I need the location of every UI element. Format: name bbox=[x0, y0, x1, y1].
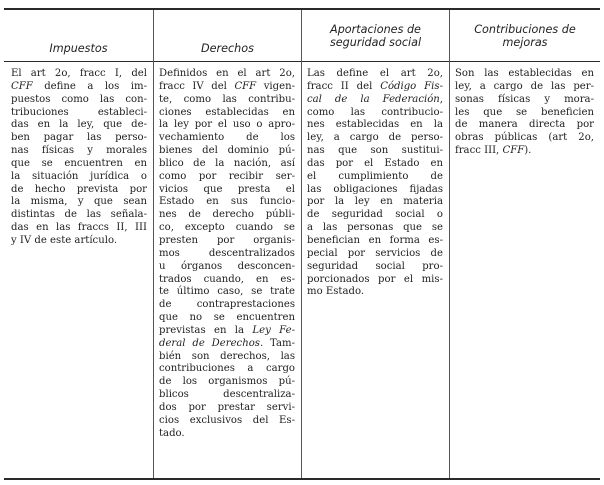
cell-line: Definidos en el art 2o, bbox=[159, 68, 295, 79]
cell-line: fracc III, CFF). bbox=[455, 145, 532, 157]
cell-line: nas que son sustitui- bbox=[307, 145, 443, 157]
cell-line: trados cuando, en es- bbox=[159, 273, 295, 285]
cell-line: presten por organis- bbox=[159, 234, 295, 246]
cell-line: vicios que presta el bbox=[159, 183, 295, 195]
header-aportaciones bbox=[302, 10, 449, 61]
cell-line: co, excepto cuando se bbox=[159, 222, 295, 234]
header-contribuciones-mejoras bbox=[450, 10, 600, 61]
cell-derechos bbox=[159, 68, 295, 440]
header-line: seguridad social bbox=[329, 35, 422, 49]
cell-line: nes de derecho públi- bbox=[159, 209, 295, 221]
cell-line: CFF define a los im- bbox=[11, 80, 147, 92]
cell-line: blico de la nación, así bbox=[159, 157, 295, 169]
table-header-rule bbox=[4, 61, 600, 62]
cell-line: distintas de las señala- bbox=[11, 209, 147, 221]
cell-line: dos por prestar servi- bbox=[159, 401, 295, 413]
cell-line: porcionados por el mis- bbox=[307, 273, 443, 285]
cell-line: te último caso, se trate bbox=[159, 286, 295, 298]
cell-line: Estado en sus funcio- bbox=[159, 196, 295, 208]
cell-line: que no se encuentren bbox=[159, 312, 295, 324]
header-line: mejoras bbox=[502, 35, 548, 49]
cell-line: de los organismos pú- bbox=[159, 376, 295, 388]
cell-line: pecial por servicios de bbox=[307, 247, 443, 259]
cell-line: ben pagar las perso- bbox=[11, 132, 147, 144]
header-line: Aportaciones de bbox=[330, 22, 421, 36]
cell-line: ciones establecidas en bbox=[159, 106, 295, 118]
cell-line: mos descentralizados bbox=[159, 247, 295, 259]
cell-line: cios exclusivos del Es- bbox=[159, 414, 295, 426]
cell-line: Las define el art 2o, bbox=[307, 68, 443, 79]
cell-line: bién son derechos, las bbox=[159, 350, 295, 362]
cell-line: como por recibir ser- bbox=[159, 170, 295, 182]
cell-line: benefician en forma es- bbox=[307, 234, 443, 246]
cell-line: la misma, y que sean bbox=[11, 196, 147, 208]
cell-impuestos bbox=[11, 68, 147, 248]
cell-line: puestos como las con- bbox=[11, 93, 147, 105]
cell-line: ley, a cargo de perso- bbox=[307, 132, 443, 144]
cell-line: que se encuentren en bbox=[11, 157, 147, 169]
cell-line: la ley por el uso o apro- bbox=[159, 119, 295, 131]
cell-line: bienes del dominio pú- bbox=[159, 145, 295, 157]
cell-line: fracc IV del CFF vigen- bbox=[159, 80, 295, 92]
header-line: Contribuciones de bbox=[474, 22, 576, 36]
cell-line: u órganos desconcen- bbox=[159, 260, 295, 272]
cell-line: previstas en la Ley Fe- bbox=[159, 324, 295, 336]
cell-line: el cumplimiento de bbox=[307, 170, 443, 182]
cell-line: de manera directa por bbox=[455, 119, 594, 131]
cell-line: fracc II del Código Fis- bbox=[307, 80, 443, 92]
cell-line: de hecho prevista por bbox=[11, 183, 147, 195]
cell-line: de contraprestaciones bbox=[159, 299, 295, 311]
cell-line: El art 2o, fracc I, del bbox=[11, 68, 147, 79]
table-bottom-rule bbox=[4, 478, 600, 480]
header-derechos bbox=[154, 10, 301, 61]
cell-line: como las contribucio- bbox=[307, 106, 443, 118]
contributions-table bbox=[4, 8, 600, 480]
cell-line: blicos descentraliza- bbox=[159, 389, 295, 401]
cell-line: deral de Derechos. Tam- bbox=[159, 337, 295, 349]
cell-line: la situación jurídica o bbox=[11, 170, 147, 182]
cell-line: nas físicas y morales bbox=[11, 145, 147, 157]
cell-line: a las personas que se bbox=[307, 222, 443, 234]
cell-contribuciones-mejoras bbox=[455, 68, 594, 158]
column-divider bbox=[301, 10, 302, 478]
cell-line: obras públicas (art 2o, bbox=[455, 132, 594, 144]
cell-line: cal de la Federación, bbox=[307, 93, 443, 105]
cell-line: nes establecidas en la bbox=[307, 119, 443, 131]
cell-line: mo Estado. bbox=[307, 286, 365, 298]
cell-line: das en la ley, que de- bbox=[11, 119, 147, 131]
cell-line: vechamiento de los bbox=[159, 132, 295, 144]
cell-line: ley, a cargo de las per- bbox=[455, 80, 594, 92]
cell-line: te, como las contribu- bbox=[159, 93, 295, 105]
cell-line: de seguridad social o bbox=[307, 209, 443, 221]
cell-line: Son las establecidas en bbox=[455, 68, 594, 79]
cell-line: seguridad social pro- bbox=[307, 260, 443, 272]
cell-line: tribuciones estableci- bbox=[11, 106, 147, 118]
cell-line: las obligaciones fijadas bbox=[307, 183, 443, 195]
header-impuestos bbox=[4, 10, 153, 61]
cell-aportaciones bbox=[307, 68, 443, 299]
cell-line: das en las fraccs II, III bbox=[11, 222, 147, 234]
header-line: Impuestos bbox=[49, 42, 108, 55]
cell-line: tado. bbox=[159, 427, 185, 439]
cell-line: y IV de este artículo. bbox=[11, 234, 118, 246]
cell-line: das por el Estado en bbox=[307, 157, 443, 169]
column-divider bbox=[153, 10, 154, 478]
column-divider bbox=[449, 10, 450, 478]
cell-line: contribuciones a cargo bbox=[159, 363, 295, 375]
cell-line: por la ley en materia bbox=[307, 196, 443, 208]
cell-line: les que se beneficien bbox=[455, 106, 594, 118]
cell-line: sonas físicas y mora- bbox=[455, 93, 594, 105]
header-line: Derechos bbox=[201, 42, 254, 55]
